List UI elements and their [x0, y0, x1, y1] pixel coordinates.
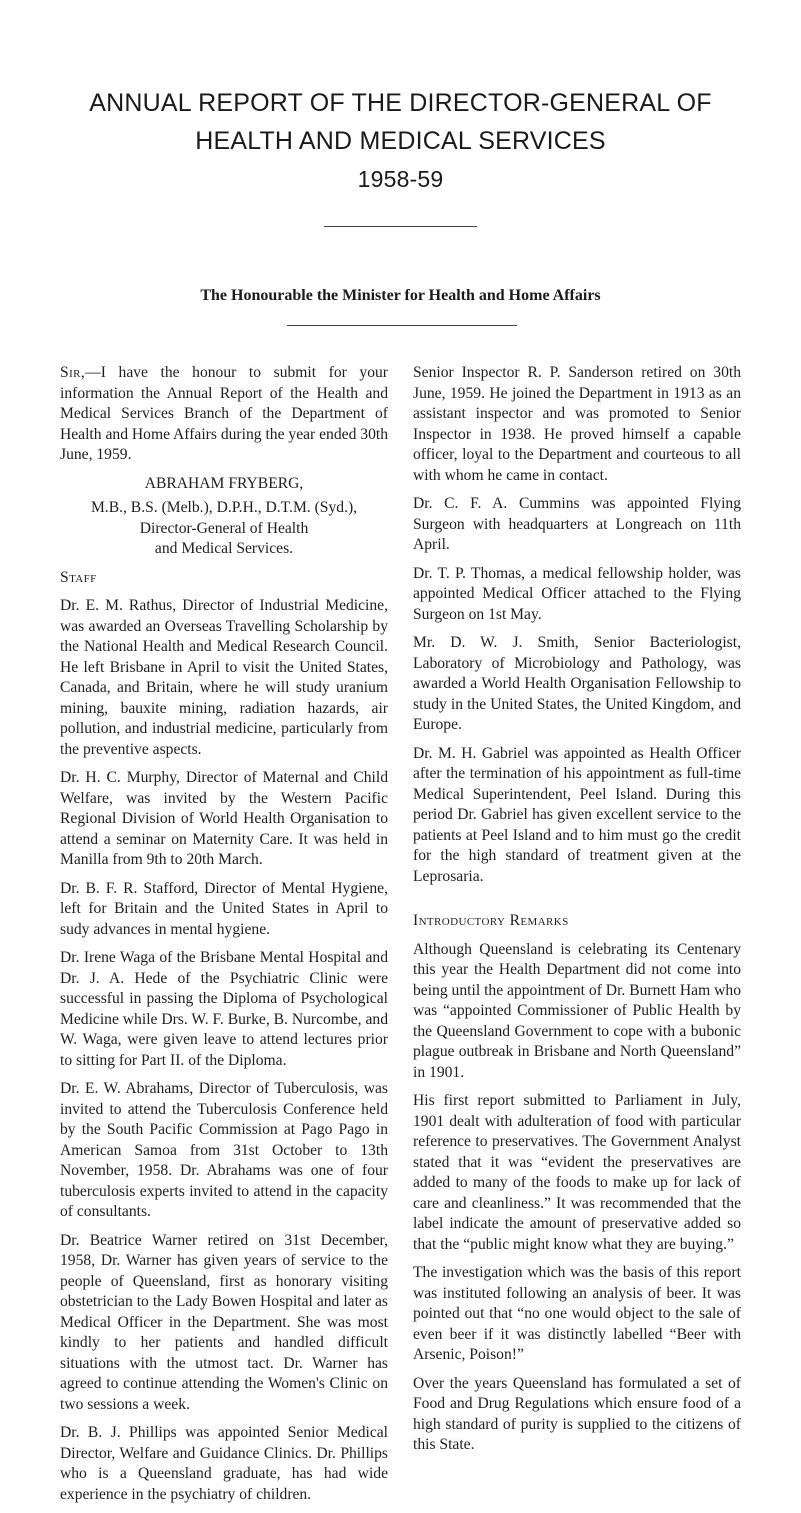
- staff-paragraph: Dr. B. F. R. Stafford, Director of Mental Hygiene, left for Britain and the United States in April to sudy advances in mental hygiene.: [60, 879, 388, 938]
- report-year: 1958-59: [357, 166, 444, 192]
- report-title-line-2: HEALTH AND MEDICAL SERVICES: [195, 127, 606, 155]
- staff-paragraph: Dr. C. F. A. Cummins was appointed Flying Surgeon with headquarters at Longreach on 11th April.: [413, 495, 741, 553]
- title-divider: [324, 226, 477, 227]
- staff-paragraph: Dr. E. W. Abrahams, Director of Tuberculosis, was invited to attend the Tuberculosis Conference held by the South Pacific Commission at Pago Pago in American Samoa from 31st October to 13th November, 1958. Dr. Abrahams was one of four tuberculosis experts invited to attend in the capacity of consultants.: [60, 1080, 388, 1220]
- signature-block: [60, 474, 388, 560]
- staff-paragraph: Dr. Irene Waga of the Brisbane Mental Hospital and Dr. J. A. Hede of the Psychiatric Clinic were successful in passing the Diploma of Psychological Medicine while Drs. W. F. Burke, B. Nurcombe, and W. Waga, were given leave to attend lectures prior to sitting for Part II. of the Diploma.: [60, 949, 388, 1069]
- signatory-name: ABRAHAM FRYBERG,: [144, 474, 304, 492]
- staff-heading: Staff: [60, 568, 97, 586]
- remarks-paragraph: The investigation which was the basis of this report was instituted following an analysis of beer. It was pointed out that “no one would object to the sale of even beer if it was distinctly labelled “Beer with Arsenic, Poison!”: [413, 1264, 741, 1363]
- remarks-paragraph: His first report submitted to Parliament in July, 1901 dealt with adulteration of food with particular reference to preservatives. The Government Analyst stated that it was “evident the preservatives are added to many of the foods to make up for lack of care and cleanliness.” It was recommended that the label indicate the amount of preservative added so that the “public might know what they are buying.”: [413, 1092, 741, 1253]
- intro-paragraph: [60, 363, 388, 466]
- right-column: [413, 363, 741, 1464]
- addressee-heading: The Honourable the Minister for Health and Home Affairs: [200, 287, 601, 304]
- report-title-line-1: ANNUAL REPORT OF THE DIRECTOR-GENERAL OF: [89, 89, 712, 117]
- addressee-divider: [287, 325, 517, 326]
- staff-paragraph: Dr. H. C. Murphy, Director of Maternal and Child Welfare, was invited by the Western Pacific Regional Division of World Health Organisation to attend a seminar on Maternity Care. It was held in Manilla from 9th to 20th March.: [60, 769, 388, 868]
- signatory-degrees: M.B., B.S. (Melb.), D.P.H., D.T.M. (Syd.),: [90, 499, 358, 516]
- staff-paragraph: Dr. M. H. Gabriel was appointed as Health Officer after the termination of his appointment as full-time Medical Superintendent, Peel Island. During this period Dr. Gabriel has given excellent service to the patients at Peel Island and to him must go the credit for the high standard of treatment given at the Leprosaria.: [413, 744, 741, 885]
- staff-paragraph: Mr. D. W. J. Smith, Senior Bacteriologist, Laboratory of Microbiology and Pathology, was awarded a World Health Organisation Fellowship to study in the United States, the United Kingdom, and Europe.: [413, 634, 741, 733]
- signatory-title-2: and Medical Services.: [154, 540, 294, 557]
- staff-paragraph: Dr. Beatrice Warner retired on 31st December, 1958, Dr. Warner has given years of service to the people of Queensland, first as honorary visiting obstetrician to the Lady Bowen Hospital and later as Medical Officer in the Department. She was most kindly to her patients and handled difficult situations with the utmost tact. Dr. Warner has agreed to continue attending the Women's Clinic on two sessions a week.: [60, 1231, 388, 1413]
- salutation: Sir,: [60, 364, 86, 381]
- staff-paragraph: Senior Inspector R. P. Sanderson retired on 30th June, 1959. He joined the Department in 1913 as an assistant inspector and was promoted to Senior Inspector in 1938. He proved himself a capable officer, loyal to the Department and courteous to all with whom he came in contact.: [413, 364, 741, 484]
- remarks-paragraph: Although Queensland is celebrating its Centenary this year the Health Department did not come into being until the appointment of Dr. Burnett Ham who was “appointed Commissioner of Public Health by the Queensland Government to cope with a bubonic plague outbreak in Brisbane and North Queensland” in 1901.: [413, 940, 741, 1081]
- staff-paragraph: Dr. B. J. Phillips was appointed Senior Medical Director, Welfare and Guidance Clinics. Dr. Phillips who is a Queensland graduate, has had wide experience in the psychiatry of children.: [60, 1424, 388, 1503]
- signatory-title-1: Director-General of Health: [139, 519, 309, 537]
- remarks-paragraph: Over the years Queensland has formulated a set of Food and Drug Regulations which ensure food of a high standard of purity is supplied to the citizens of this State.: [413, 1374, 741, 1453]
- staff-paragraph: Dr. E. M. Rathus, Director of Industrial Medicine, was awarded an Overseas Travelling Scholarship by the National Health and Medical Research Council. He left Brisbane in April to visit the United States, Canada, and Britain, where he will study uranium mining, bauxite mining, radiation hazards, air pollution, and industrial medicine, particularly from the preventive aspects.: [60, 597, 388, 758]
- left-column: [60, 363, 388, 1513]
- staff-paragraph: Dr. T. P. Thomas, a medical fellowship holder, was appointed Medical Officer attached to the Flying Surgeon on 1st May.: [413, 564, 741, 623]
- intro-text: —I have the honour to submit for your information the Annual Report of the Health and Medical Services Branch of the Department of Health and Home Affairs during the year ended 30th June, 1959.: [60, 364, 388, 463]
- introductory-remarks-heading: Introductory Remarks: [413, 912, 569, 929]
